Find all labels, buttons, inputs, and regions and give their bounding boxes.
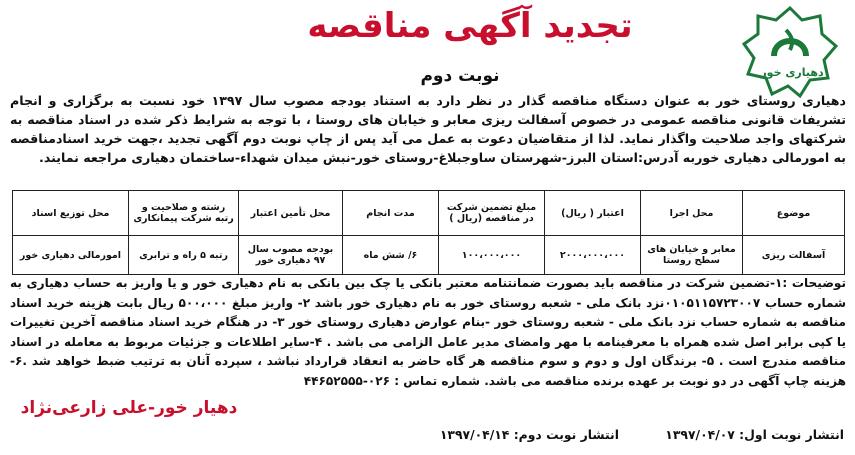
table-header-row — [13, 191, 845, 236]
table-cell: بودجه مصوب سال ۹۷ دهیاری خور — [239, 236, 343, 275]
publish-dates — [14, 427, 844, 442]
header-cell: محل تأمین اعتبار — [239, 191, 343, 236]
header-cell: موضوع — [743, 191, 845, 236]
publish-first-date: انتشار نوبت اول: ۱۳۹۷/۰۴/۰۷ — [665, 427, 844, 442]
header-cell: محل توزیع اسناد — [13, 191, 129, 236]
logo-text: دهیاری خور — [760, 66, 824, 79]
signature: دهیار خور-علی زارعی‌نژاد — [20, 398, 238, 418]
table-cell: رتبه ۵ راه و ترابری — [129, 236, 239, 275]
intro-paragraph: دهیاری روستای خور به عنوان دستگاه مناقصه گذار در نظر دارد به استناد بودجه مصوب سال ۱۳۹۷ خود نسبت به برگزاری و انجام تشریفات قانونی مناقصه عمومی در خصوص آسفالت ریزی معابر و خیابان های روستا ، با توجه به شرایط ذکر شده در اسناد مناقصه به شرکتهای واجد صلاحیت واگذار نماید. لذا از متقاضیان دعوت به عمل می آید پس از چاپ نوبت دوم آگهی تجدید ،جهت خرید اسنادمناقصه به امورمالی دهیاری خوربه آدرس:استان البرز-شهرستان ساوجبلاغ-روستای خور-نبش میدان شهداء-ساختمان دهیاری مراجعه نمایند. — [10, 93, 846, 165]
table-cell: آسفالت ریزی — [743, 236, 845, 275]
header-cell: محل اجرا — [641, 191, 743, 236]
tender-table — [12, 190, 845, 275]
notice-title: تجدید آگهی مناقصه — [307, 6, 633, 46]
header-cell: مدت انجام — [343, 191, 439, 236]
notes-paragraph: توضیحات :۱-تضمین شرکت در مناقصه باید بصورت ضمانتنامه معتبر بانکی یا چک بین بانکی به نام دهیاری خور و یا واریز به حساب دهیاری به شماره حساب ۰۱۰۵۱۱۵۷۲۳۰۰۷نزد بانک ملی - شعبه روستای خور به نام دهیاری خور باشد ۲- واریز مبلغ ۵۰۰،۰۰۰ ریال بابت هزینه خرید اسناد مناقصه به شماره حساب نزد بانک ملی - شعبه روستای خور -بنام عوارض دهیاری روستای خور ۳- در هنگام خرید اسناد مناقصه آخرین تغییرات یا کپی برابر اصل شده همراه با معرفینامه با مهر وامضای مدیر عامل الزامی می باشد . ۴-سایر اطلاعات و جزئیات مربوط به معامله در اسناد مناقصه مندرج است . ۵- برندگان اول و دوم و سوم مناقصه هر گاه حاضر به انعقاد قرارداد نباشد ، سپرده آنان به ترتیب ضبط خواهد شد .۶- هزینه چاپ آگهی در دو نوبت بر عهده برنده مناقصه می باشد. شماره تماس : ۰۲۶-۴۴۶۵۲۵۵۵ — [10, 276, 847, 388]
table-row — [13, 236, 845, 275]
table-cell: ۶/ شش ماه — [343, 236, 439, 275]
table-cell: ۲۰۰۰،۰۰۰،۰۰۰ — [545, 236, 641, 275]
header-cell: مبلغ تضمین شرکت در مناقصه (ریال ) — [439, 191, 545, 236]
notice-subtitle: نوبت دوم — [420, 66, 500, 86]
header-cell: اعتبار ( ریال) — [545, 191, 641, 236]
table-cell: معابر و خیابان های سطح روستا — [641, 236, 743, 275]
table-cell: امورمالی دهیاری خور — [13, 236, 129, 275]
header-cell: رشته و صلاحیت و رتبه شرکت پیمانکاری — [129, 191, 239, 236]
dehyari-logo-icon — [740, 6, 840, 98]
table-cell: ۱۰۰،۰۰۰،۰۰۰ — [439, 236, 545, 275]
publish-second-date: انتشار نوبت دوم: ۱۳۹۷/۰۴/۱۴ — [439, 427, 619, 442]
